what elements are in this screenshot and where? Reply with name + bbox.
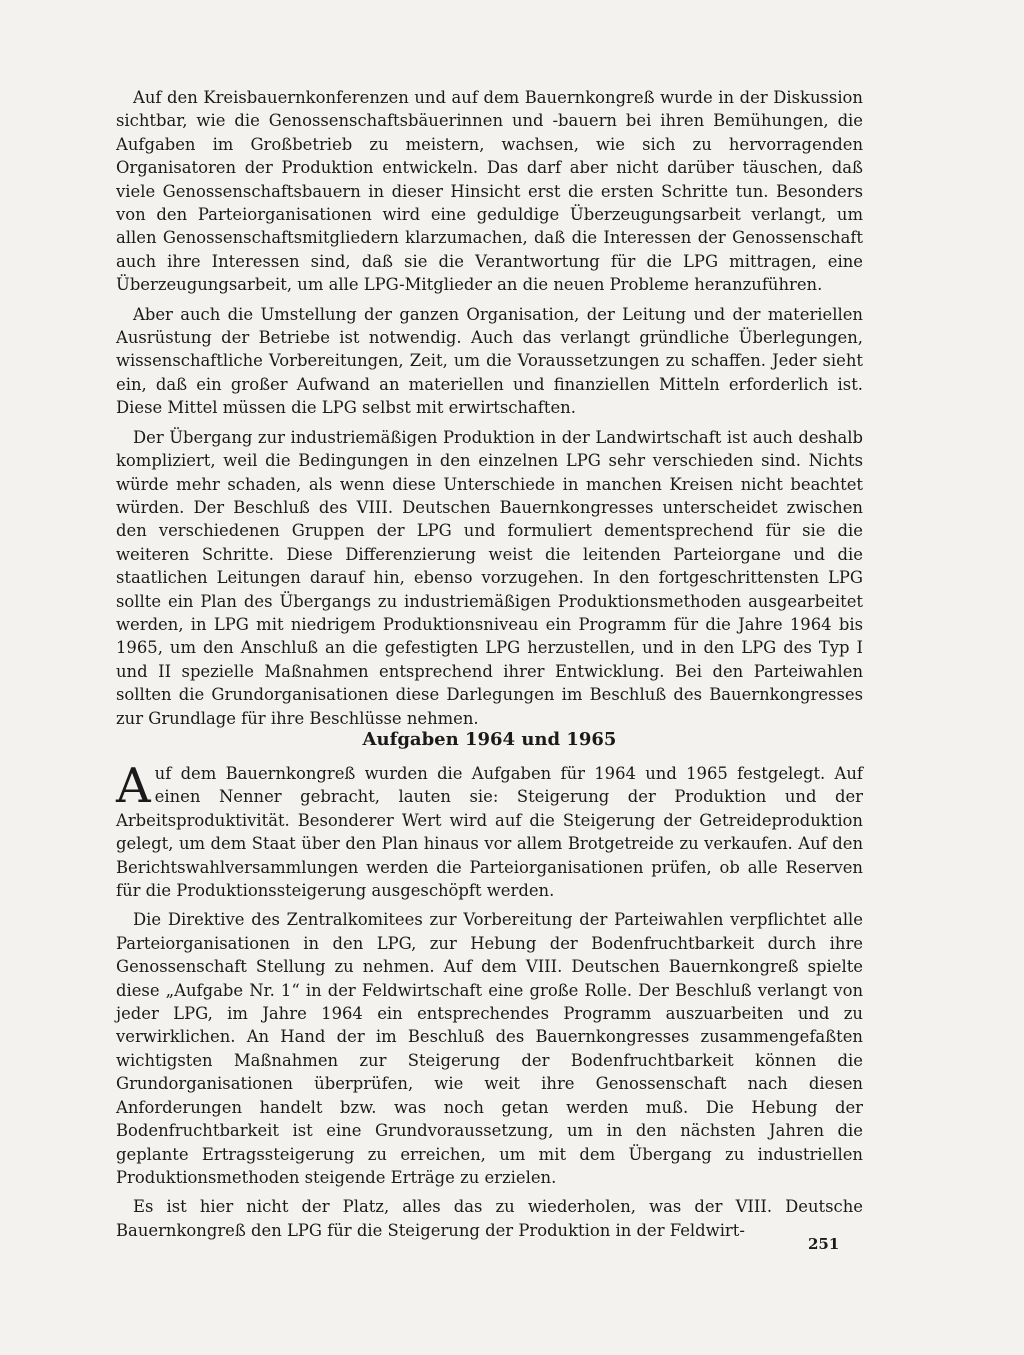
paragraph-4-text: uf dem Bauernkongreß wurden die Aufgaben für 1964 und 1965 festgelegt. Auf einen Nenner gebracht, lauten sie: Steigerung der Produktion und der Arbeitsproduktivität. Besonderer Wert wird auf die Steigerung der Getreideproduktion gelegt, um dem Staat über den Plan hinaus vor allem Brotgetreide zu verkaufen. Auf den Berichtswahlversammlungen werden die Parteiorganisationen prüfen, ob alle Reserven für die Produktionssteigerung ausgeschöpft werden. (116, 764, 863, 901)
section-intro (116, 86, 863, 730)
paragraph-6: Es ist hier nicht der Platz, alles das zu wiederholen, was der VIII. Deutsche Bauernkongreß den LPG für die Steigerung der Produktion in der Feldwirt- (116, 1197, 863, 1240)
section-tasks (116, 758, 863, 1242)
drop-cap: A (116, 758, 151, 814)
page-number: 251 (808, 1235, 840, 1253)
paragraph-1: Auf den Kreisbauernkonferenzen und auf dem Bauernkongreß wurde in der Diskussion sichtbar, wie die Genossenschaftsbäuerinnen und -bauern bei ihren Bemühungen, die Aufgaben im Großbetrieb zu meistern, wachsen, wie sich zu hervorragenden Organisatoren der Produktion entwickeln. Das darf aber nicht darüber täuschen, daß viele Genossenschaftsbauern in dieser Hinsicht erst die ersten Schritte tun. Besonders von den Parteiorganisationen wird eine geduldige Überzeugungsarbeit verlangt, um allen Genossenschaftsmitgliedern klarzumachen, daß die Interessen der Genossenschaft auch ihre Interessen sind, daß sie die Verantwortung für die LPG mittragen, eine Überzeugungsarbeit, um alle LPG-Mitglieder an die neuen Probleme heranzuführen. (116, 88, 863, 295)
paragraph-2: Aber auch die Umstellung der ganzen Organisation, der Leitung und der materiellen Ausrüstung der Betriebe ist notwendig. Auch das verlangt gründliche Überlegungen, wissenschaftliche Vorbereitungen, Zeit, um die Voraussetzungen zu schaffen. Jeder sieht ein, daß ein großer Aufwand an materiellen und finanziellen Mitteln erforderlich ist. Diese Mittel müssen die LPG selbst mit erwirtschaften. (116, 304, 863, 418)
paragraph-5: Die Direktive des Zentralkomitees zur Vorbereitung der Parteiwahlen verpflichtet alle Parteiorganisationen in den LPG, zur Hebung der Bodenfruchtbarkeit durch ihre Genossenschaft Stellung zu nehmen. Auf dem VIII. Deutschen Bauernkongreß spielte diese „Aufgabe Nr. 1“ in der Feldwirtschaft eine große Rolle. Der Beschluß verlangt von jeder LPG, im Jahre 1964 ein entsprechendes Programm auszuarbeiten und zu verwirklichen. An Hand der im Beschluß des Bauernkongresses zusammengefaßten wichtigsten Maßnahmen zur Steigerung der Bodenfruchtbarkeit können die Grundorganisationen überprüfen, wie weit ihre Genossenschaft nach diesen Anforderungen handelt bzw. was noch getan werden muß. Die Hebung der Bodenfruchtbarkeit ist eine Grundvoraussetzung, um in den nächsten Jahren die geplante Ertragssteigerung zu erreichen, um mit dem Übergang zu industriellen Produktionsmethoden steigende Erträge zu erzielen. (116, 910, 863, 1187)
section-heading: Aufgaben 1964 und 1965 (362, 729, 617, 750)
paragraph-4 (116, 758, 863, 902)
paragraph-3: Der Übergang zur industriemäßigen Produktion in der Landwirtschaft ist auch deshalb kompliziert, weil die Bedingungen in den einzelnen LPG sehr verschieden sind. Nichts würde mehr schaden, als wenn diese Unterschiede in manchen Kreisen nicht beachtet würden. Der Beschluß des VIII. Deutschen Bauernkongresses unterscheidet zwischen den verschiedenen Gruppen der LPG und formuliert dementsprechend für sie die weiteren Schritte. Diese Differenzierung weist die leitenden Parteiorgane und die staatlichen Leitungen darauf hin, ebenso vorzugehen. In den fortgeschrittensten LPG sollte ein Plan des Übergangs zu industriemäßigen Produktionsmethoden ausgearbeitet werden, in LPG mit niedrigem Produktionsniveau ein Programm für die Jahre 1964 bis 1965, um den Anschluß an die gefestigten LPG herzustellen, und in den LPG des Typ I und II spezielle Maßnahmen entsprechend ihrer Entwicklung. Bei den Parteiwahlen sollten die Grundorganisationen diese Darlegungen im Beschluß des Bauernkongresses zur Grundlage für ihre Beschlüsse nehmen. (116, 427, 863, 728)
